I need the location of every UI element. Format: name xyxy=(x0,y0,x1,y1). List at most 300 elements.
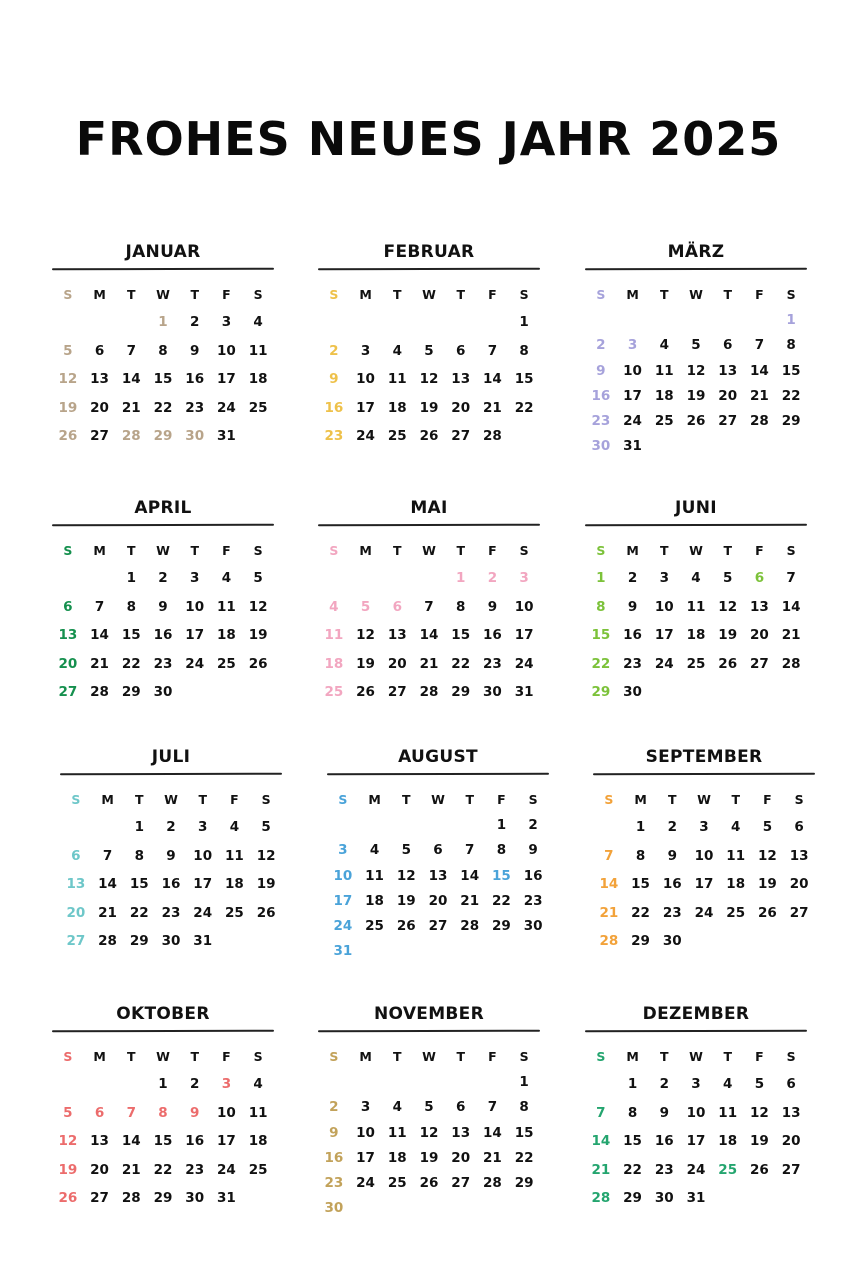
day-cell: 16 xyxy=(324,399,344,416)
weekday-label: F xyxy=(230,792,239,807)
day-cell: 24 xyxy=(654,655,674,672)
day-cell: 10 xyxy=(356,1124,375,1141)
day-cell: 25 xyxy=(726,904,746,921)
day-cell: 23 xyxy=(324,1175,344,1192)
day-cell: 27 xyxy=(451,428,471,445)
day-cell: 13 xyxy=(781,1104,801,1121)
day-cell: 2 xyxy=(528,817,538,833)
month-name: AUGUST xyxy=(398,747,478,767)
day-cell: 11 xyxy=(225,847,244,864)
day-cell: 28 xyxy=(750,413,769,430)
day-cell: 26 xyxy=(58,1190,78,1207)
day-cell: 31 xyxy=(193,933,213,950)
day-cell: 18 xyxy=(248,371,268,388)
day-cell: 5 xyxy=(424,342,434,359)
empty-cell xyxy=(92,813,124,842)
day-cell: 20 xyxy=(750,627,769,644)
day-cell: 10 xyxy=(623,362,642,379)
day-cell: 22 xyxy=(121,655,141,672)
day-cell: 10 xyxy=(185,598,205,615)
day-cell: 29 xyxy=(591,684,611,701)
day-cell: 22 xyxy=(631,904,650,921)
day-cell: 16 xyxy=(654,1133,674,1150)
day-cell: 19 xyxy=(58,1161,78,1178)
weekday-label: T xyxy=(127,543,136,558)
day-cell: 19 xyxy=(750,1133,769,1150)
day-cell: 22 xyxy=(514,1149,534,1166)
weekday-label: S xyxy=(519,287,529,302)
day-cell: 12 xyxy=(58,371,78,388)
empty-cell xyxy=(350,564,382,593)
weekday-label: S xyxy=(596,1049,606,1064)
day-cell: 25 xyxy=(248,1161,268,1178)
day-cell: 17 xyxy=(185,627,205,644)
empty-cell xyxy=(744,308,776,333)
day-cell: 16 xyxy=(662,876,682,893)
weekday-label: T xyxy=(127,287,136,302)
day-cell: 2 xyxy=(329,342,339,359)
day-cell: 11 xyxy=(387,1124,407,1141)
day-cell: 28 xyxy=(483,428,502,445)
weekday-label: S xyxy=(71,792,81,807)
day-cell: 7 xyxy=(786,570,796,586)
day-cell: 2 xyxy=(166,819,176,835)
day-cell: 12 xyxy=(419,371,439,388)
day-cell: 16 xyxy=(185,1133,205,1150)
weekday-label: T xyxy=(456,543,465,558)
empty-cell xyxy=(359,813,391,838)
weekday-label: M xyxy=(626,1049,639,1064)
day-cell: 26 xyxy=(686,413,706,430)
day-cell: 16 xyxy=(161,876,181,893)
day-cell: 11 xyxy=(686,598,706,615)
weekday-label: S xyxy=(794,792,804,807)
weekday-label: S xyxy=(786,543,796,558)
month-divider xyxy=(585,524,807,527)
day-cell: 28 xyxy=(121,1190,141,1207)
day-cell: 21 xyxy=(460,892,480,909)
weekday-label: S xyxy=(63,543,73,558)
day-cell: 4 xyxy=(392,1099,402,1116)
day-cell: 22 xyxy=(153,1161,173,1178)
day-cell: 18 xyxy=(324,655,344,672)
day-cell: 7 xyxy=(487,342,498,359)
day-cell: 21 xyxy=(599,904,619,921)
weekday-label: F xyxy=(763,792,772,807)
day-cell: 18 xyxy=(387,1149,407,1166)
weekday-label: S xyxy=(329,287,339,302)
day-cell: 31 xyxy=(217,428,236,445)
day-cell: 27 xyxy=(750,655,769,672)
month-days-grid xyxy=(60,787,282,956)
day-cell: 31 xyxy=(514,684,534,701)
day-cell: 21 xyxy=(483,399,502,416)
day-cell: 5 xyxy=(723,570,733,586)
month-juni xyxy=(585,496,807,707)
day-cell: 16 xyxy=(483,627,502,644)
day-cell: 15 xyxy=(623,1133,642,1150)
day-cell: 28 xyxy=(591,1190,611,1207)
day-cell: 15 xyxy=(514,371,534,388)
day-cell: 2 xyxy=(667,819,677,835)
day-cell: 29 xyxy=(623,1190,642,1207)
day-cell: 28 xyxy=(599,933,619,950)
empty-cell xyxy=(350,1070,382,1095)
weekday-label: S xyxy=(261,792,271,807)
day-cell: 24 xyxy=(193,904,213,921)
day-cell: 5 xyxy=(253,570,263,586)
day-cell: 11 xyxy=(726,847,746,864)
day-cell: 11 xyxy=(217,598,236,615)
weekday-label: W xyxy=(431,792,445,807)
day-cell: 28 xyxy=(121,428,141,445)
day-cell: 5 xyxy=(754,1076,765,1092)
day-cell: 12 xyxy=(718,598,738,615)
empty-cell xyxy=(381,1070,413,1095)
day-cell: 25 xyxy=(217,655,236,672)
month-divider xyxy=(585,1030,807,1033)
month-name: OKTOBER xyxy=(116,1004,210,1024)
weekday-label: T xyxy=(393,287,402,302)
day-cell: 2 xyxy=(659,1076,669,1092)
day-cell: 15 xyxy=(121,627,141,644)
day-cell: 26 xyxy=(758,904,777,921)
day-cell: 16 xyxy=(523,867,543,884)
empty-cell xyxy=(413,308,445,337)
weekday-label: M xyxy=(359,1049,372,1064)
month-name: APRIL xyxy=(134,498,192,518)
day-cell: 11 xyxy=(248,342,268,359)
day-cell: 10 xyxy=(686,1104,706,1121)
day-cell: 8 xyxy=(519,1099,529,1116)
day-cell: 1 xyxy=(496,817,507,833)
day-cell: 12 xyxy=(758,847,777,864)
day-cell: 15 xyxy=(514,1124,534,1141)
empty-cell xyxy=(593,813,625,842)
day-cell: 25 xyxy=(387,428,407,445)
day-cell: 13 xyxy=(451,1124,471,1141)
day-cell: 14 xyxy=(591,1133,611,1150)
day-cell: 3 xyxy=(699,819,709,835)
day-cell: 25 xyxy=(686,655,706,672)
day-cell: 8 xyxy=(519,342,529,359)
day-cell: 19 xyxy=(356,655,375,672)
weekday-label: S xyxy=(528,792,538,807)
empty-cell xyxy=(477,1070,509,1095)
day-cell: 2 xyxy=(190,1076,200,1092)
weekday-label: S xyxy=(519,1049,529,1064)
day-cell: 14 xyxy=(460,867,480,884)
weekday-label: F xyxy=(497,792,506,807)
month-divider xyxy=(327,773,549,776)
day-cell: 1 xyxy=(158,1076,168,1092)
day-cell: 9 xyxy=(528,842,538,859)
day-cell: 26 xyxy=(419,1175,439,1192)
month-divider xyxy=(318,524,540,527)
weekday-label: S xyxy=(519,543,529,558)
day-cell: 27 xyxy=(451,1175,471,1192)
day-cell: 7 xyxy=(604,847,614,864)
day-cell: 29 xyxy=(153,428,173,445)
day-cell: 17 xyxy=(623,387,642,404)
day-cell: 13 xyxy=(451,371,471,388)
day-cell: 3 xyxy=(360,342,371,359)
month-days-grid xyxy=(593,787,815,956)
weekday-label: T xyxy=(190,287,199,302)
day-cell: 15 xyxy=(153,371,173,388)
day-cell: 13 xyxy=(58,627,78,644)
day-cell: 10 xyxy=(217,342,236,359)
weekday-label: F xyxy=(755,543,764,558)
day-cell: 21 xyxy=(483,1149,502,1166)
day-cell: 27 xyxy=(66,933,86,950)
day-cell: 9 xyxy=(166,847,176,864)
weekday-label: T xyxy=(668,792,677,807)
empty-cell xyxy=(381,308,413,337)
day-cell: 17 xyxy=(514,627,534,644)
day-cell: 11 xyxy=(248,1104,268,1121)
weekday-label: W xyxy=(689,543,703,558)
empty-cell xyxy=(60,813,92,842)
day-cell: 30 xyxy=(523,918,543,935)
month-november xyxy=(318,1002,540,1222)
weekday-label: M xyxy=(634,792,647,807)
day-cell: 19 xyxy=(248,627,268,644)
weekday-label: M xyxy=(93,1049,106,1064)
weekday-label: M xyxy=(626,543,639,558)
day-cell: 5 xyxy=(261,819,271,835)
weekday-label: M xyxy=(93,287,106,302)
weekday-label: T xyxy=(456,1049,465,1064)
weekday-label: T xyxy=(723,1049,732,1064)
weekday-label: W xyxy=(697,792,711,807)
weekday-label: W xyxy=(156,1049,170,1064)
weekday-label: W xyxy=(422,287,436,302)
day-cell: 14 xyxy=(419,627,439,644)
month-name: JULI xyxy=(151,747,191,767)
day-cell: 13 xyxy=(90,371,109,388)
day-cell: 20 xyxy=(718,387,738,404)
day-cell: 22 xyxy=(781,387,801,404)
weekday-label: S xyxy=(253,287,263,302)
day-cell: 26 xyxy=(256,904,276,921)
day-cell: 24 xyxy=(694,904,714,921)
day-cell: 28 xyxy=(781,655,801,672)
day-cell: 23 xyxy=(623,655,642,672)
day-cell: 21 xyxy=(121,1161,141,1178)
day-cell: 30 xyxy=(591,438,611,455)
day-cell: 6 xyxy=(456,1099,466,1116)
day-cell: 26 xyxy=(750,1161,769,1178)
empty-cell xyxy=(115,1070,147,1099)
day-cell: 9 xyxy=(329,1124,339,1141)
weekday-label: W xyxy=(422,1049,436,1064)
day-cell: 5 xyxy=(63,342,73,359)
weekday-label: T xyxy=(198,792,207,807)
day-cell: 22 xyxy=(492,892,511,909)
weekday-label: F xyxy=(222,543,231,558)
day-cell: 15 xyxy=(451,627,471,644)
day-cell: 15 xyxy=(591,627,611,644)
day-cell: 10 xyxy=(694,847,714,864)
empty-cell xyxy=(52,564,84,593)
day-cell: 16 xyxy=(623,627,642,644)
day-cell: 3 xyxy=(190,570,200,586)
day-cell: 23 xyxy=(185,399,205,416)
day-cell: 17 xyxy=(333,892,353,909)
month-divider xyxy=(585,268,807,271)
weekday-label: T xyxy=(456,287,465,302)
day-cell: 4 xyxy=(731,819,741,835)
day-cell: 19 xyxy=(396,892,416,909)
empty-cell xyxy=(350,308,382,337)
day-cell: 15 xyxy=(129,876,149,893)
day-cell: 5 xyxy=(63,1104,73,1121)
day-cell: 1 xyxy=(126,570,136,586)
day-cell: 9 xyxy=(627,598,638,615)
day-cell: 29 xyxy=(153,1190,173,1207)
day-cell: 20 xyxy=(58,655,78,672)
day-cell: 15 xyxy=(631,876,650,893)
day-cell: 23 xyxy=(591,413,611,430)
day-cell: 6 xyxy=(63,598,73,615)
empty-cell xyxy=(680,308,712,333)
empty-cell xyxy=(648,308,680,333)
day-cell: 18 xyxy=(387,399,407,416)
day-cell: 30 xyxy=(654,1190,674,1207)
day-cell: 25 xyxy=(324,684,344,701)
day-cell: 4 xyxy=(221,570,232,586)
month-days-grid xyxy=(585,1044,807,1213)
empty-cell xyxy=(52,1070,84,1099)
day-cell: 21 xyxy=(121,399,141,416)
weekday-label: F xyxy=(488,287,497,302)
day-cell: 4 xyxy=(723,1076,733,1092)
day-cell: 10 xyxy=(193,847,213,864)
day-cell: 8 xyxy=(134,847,144,864)
empty-cell xyxy=(84,308,116,337)
weekday-label: T xyxy=(135,792,144,807)
day-cell: 12 xyxy=(248,598,268,615)
empty-cell xyxy=(381,564,413,593)
day-cell: 8 xyxy=(126,598,136,615)
month-days-grid xyxy=(327,787,549,965)
day-cell: 2 xyxy=(158,570,168,586)
day-cell: 14 xyxy=(750,362,769,379)
day-cell: 24 xyxy=(217,399,236,416)
day-cell: 3 xyxy=(338,842,348,859)
day-cell: 4 xyxy=(691,570,701,586)
day-cell: 1 xyxy=(134,819,144,835)
day-cell: 27 xyxy=(387,684,407,701)
day-cell: 20 xyxy=(451,399,471,416)
day-cell: 6 xyxy=(723,337,733,354)
day-cell: 27 xyxy=(781,1161,801,1178)
month-name: JUNI xyxy=(675,498,717,518)
weekday-label: T xyxy=(393,1049,402,1064)
day-cell: 22 xyxy=(514,399,534,416)
day-cell: 16 xyxy=(591,387,611,404)
day-cell: 12 xyxy=(750,1104,769,1121)
day-cell: 4 xyxy=(659,337,669,354)
day-cell: 26 xyxy=(248,655,268,672)
day-cell: 26 xyxy=(718,655,738,672)
weekday-label: T xyxy=(723,543,732,558)
day-cell: 7 xyxy=(126,1104,136,1121)
weekday-label: S xyxy=(604,792,614,807)
day-cell: 11 xyxy=(365,867,384,884)
day-cell: 10 xyxy=(654,598,674,615)
empty-cell xyxy=(712,308,744,333)
day-cell: 23 xyxy=(523,892,543,909)
day-cell: 29 xyxy=(451,684,471,701)
day-cell: 1 xyxy=(456,570,466,586)
day-cell: 6 xyxy=(71,847,81,864)
day-cell: 5 xyxy=(762,819,773,835)
day-cell: 6 xyxy=(754,570,765,586)
day-cell: 7 xyxy=(754,337,765,354)
weekday-label: T xyxy=(190,543,199,558)
month-days-grid xyxy=(318,538,540,707)
day-cell: 19 xyxy=(256,876,276,893)
day-cell: 9 xyxy=(667,847,677,864)
weekday-label: T xyxy=(127,1049,136,1064)
day-cell: 3 xyxy=(221,314,232,330)
day-cell: 25 xyxy=(248,399,268,416)
day-cell: 13 xyxy=(750,598,769,615)
empty-cell xyxy=(617,308,649,333)
month-märz xyxy=(585,240,807,460)
weekday-label: S xyxy=(338,792,348,807)
day-cell: 18 xyxy=(654,387,674,404)
month-oktober xyxy=(52,1002,274,1213)
day-cell: 21 xyxy=(419,655,439,672)
month-divider xyxy=(60,773,282,776)
day-cell: 13 xyxy=(718,362,738,379)
empty-cell xyxy=(84,564,116,593)
day-cell: 6 xyxy=(94,342,105,359)
day-cell: 14 xyxy=(483,371,502,388)
empty-cell xyxy=(318,308,350,337)
day-cell: 1 xyxy=(158,314,168,330)
day-cell: 31 xyxy=(217,1190,236,1207)
month-august xyxy=(327,745,549,965)
weekday-label: S xyxy=(253,1049,263,1064)
day-cell: 13 xyxy=(789,847,809,864)
month-name: NOVEMBER xyxy=(374,1004,484,1024)
day-cell: 20 xyxy=(781,1133,801,1150)
month-april xyxy=(52,496,274,707)
day-cell: 2 xyxy=(190,314,200,330)
weekday-label: M xyxy=(626,287,639,302)
day-cell: 14 xyxy=(781,598,801,615)
day-cell: 6 xyxy=(794,819,804,835)
day-cell: 19 xyxy=(419,399,439,416)
day-cell: 19 xyxy=(58,399,78,416)
day-cell: 25 xyxy=(365,918,384,935)
weekday-label: F xyxy=(755,287,764,302)
weekday-label: W xyxy=(689,1049,703,1064)
day-cell: 14 xyxy=(483,1124,502,1141)
day-cell: 7 xyxy=(94,598,105,615)
day-cell: 3 xyxy=(627,337,638,354)
day-cell: 17 xyxy=(686,1133,706,1150)
day-cell: 29 xyxy=(514,1175,534,1192)
day-cell: 22 xyxy=(129,904,149,921)
day-cell: 19 xyxy=(758,876,777,893)
weekday-label: M xyxy=(359,543,372,558)
day-cell: 9 xyxy=(596,362,606,379)
